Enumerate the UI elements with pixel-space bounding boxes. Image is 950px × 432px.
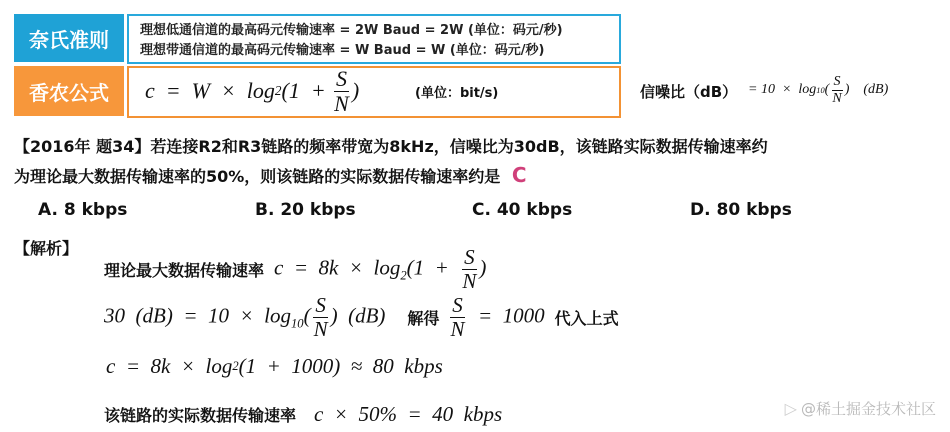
nyquist-line-2: 理想带通信道的最高码元传输速率 = W Baud = W (单位：码元/秒) [140, 43, 545, 58]
option-d: D. 80 kbps [690, 200, 792, 220]
step-4: 该链路的实际数据传输速率 c × 50% = 40 kbps [104, 401, 503, 426]
question-text [14, 132, 914, 191]
watermark: ▷ @稀土掘金技术社区 [784, 399, 936, 418]
option-a: A. 8 kbps [38, 200, 128, 220]
snr-formula: = 10 × log 10 ( $\frac{S}{N}$ ) (dB) [748, 73, 889, 106]
shannon-unit: (单位：bit/s) [415, 86, 499, 101]
step-1: 理论最大数据传输速率 $c = 8k \times \log_2(1$ + $\frac{S}{N}$ ) [104, 244, 487, 293]
shannon-formula: c = W × log 2 (1 + $\frac{S}{N}$ ) [145, 65, 360, 116]
nyquist-line-1: 理想低通信道的最高码元传输速率 = 2W Baud = 2W (单位：码元/秒) [140, 23, 563, 38]
snr-label: 信噪比（dB） [640, 83, 738, 101]
question-line-2: 为理论最大数据传输速率的50%，则该链路的实际数据传输速率约是 C [14, 163, 527, 187]
step-3: c = 8k × log 2 (1 + 1000) ≈ 80 kbps [106, 353, 443, 378]
shannon-label: 香农公式 [14, 66, 124, 116]
step-2: 30 $(dB) = 10 \times \log_{10}$( $\frac{S}{N}$ ) (dB) 解得 $\frac{S}{N}$ = 1000 代入上式 [104, 292, 619, 341]
nyquist-label: 奈氏准则 [14, 14, 124, 62]
question-line-1: 【2016年 题34】若连接R2和R3链路的频率带宽为8kHz，信噪比为30dB，该链路实际数据传输速率约 [14, 137, 768, 156]
play-icon: ▷ [784, 399, 797, 418]
option-b: B. 20 kbps [255, 200, 356, 220]
answer-mark: C [511, 163, 527, 187]
analysis-label: 【解析】 [14, 239, 79, 258]
option-c: C. 40 kbps [472, 200, 573, 220]
